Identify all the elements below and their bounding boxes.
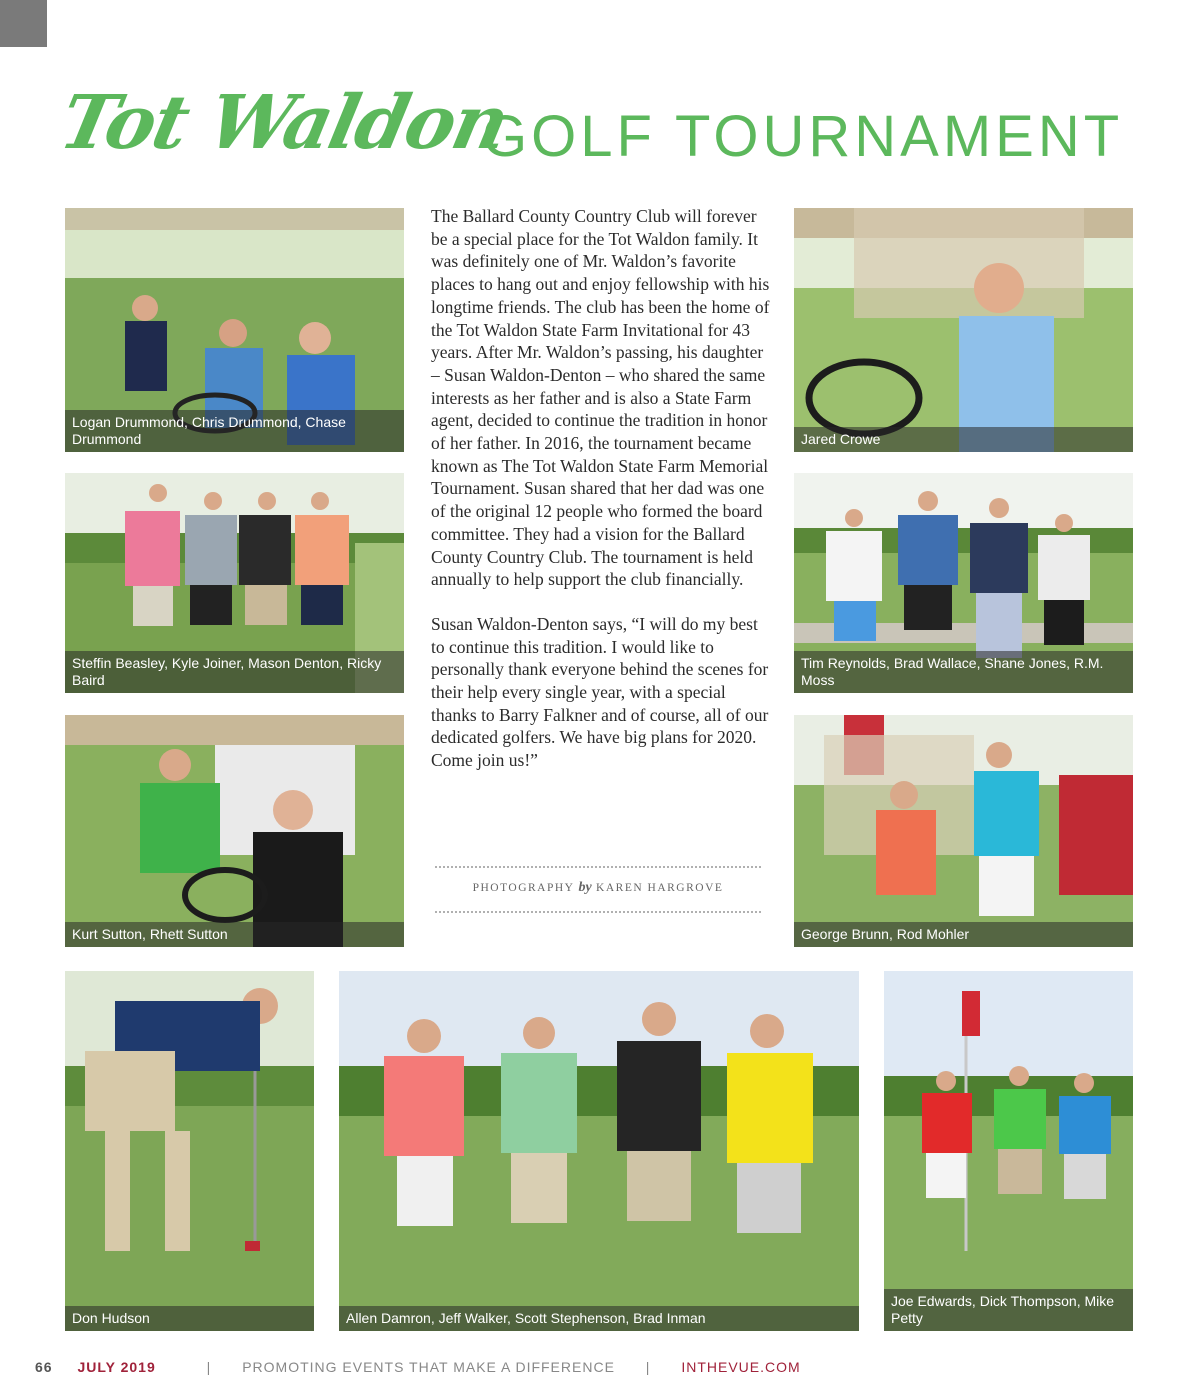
photo-caption: Don Hudson [65,1306,314,1331]
photo-brunn-mohler [794,715,1133,947]
credit-prefix: PHOTOGRAPHY [472,882,575,894]
photo-damron-group [339,971,859,1331]
page-number: 66 [35,1359,53,1375]
photo-drummonds [65,208,404,452]
photo-edwards-group [884,971,1133,1331]
issue-month: JULY 2019 [77,1359,156,1375]
photo-brunn-mohler-image [794,715,1133,947]
corner-page-tab [0,0,47,47]
photo-caption: Allen Damron, Jeff Walker, Scott Stephenson, Brad Inman [339,1306,859,1331]
photo-caption: Logan Drummond, Chris Drummond, Chase Drummond [65,410,404,452]
photo-sutton [65,715,404,947]
credit-name: KAREN HARGROVE [596,882,724,894]
page-footer [35,1359,801,1375]
photo-don-hudson-image [65,971,314,1331]
photo-caption: Steffin Beasley, Kyle Joiner, Mason Denton, Ricky Baird [65,651,404,693]
footer-tagline: PROMOTING EVENTS THAT MAKE A DIFFERENCE [242,1359,615,1375]
footer-separator: | [206,1359,212,1375]
title-caps: GOLF TOURNAMENT [482,104,1124,169]
photo-edwards-group-image [884,971,1133,1331]
article-body [431,205,771,794]
article-paragraph: The Ballard County Country Club will forever be a special place for the Tot Waldon family. It was definitely one of Mr. Waldon’s favorite places to hang out and enjoy fellowship with his longtime friends. The club has been the home of the Tot Waldon State Farm Invitational for 43 years. After Mr. Waldon’s passing, his daughter – Susan Waldon-Denton – who shared the same interests as her father and is also a State Farm agent, decided to continue the tradition in honor of her father. In 2016, the tournament became known as The Tot Waldon State Farm Memorial Tournament. Susan shared that her dad was one of the original 12 people who formed the board committee. They had a vision for the Ballard County Country Club. The tournament is held annually to help support the club financially. [431,206,770,590]
photo-caption: George Brunn, Rod Mohler [794,922,1133,947]
photo-reynolds-group [794,473,1133,693]
credit-by: by [578,880,592,895]
photo-jared-crowe-image [794,208,1133,452]
photo-caption: Tim Reynolds, Brad Wallace, Shane Jones, R.M. Moss [794,651,1133,693]
photo-credit [435,880,761,896]
footer-separator: | [645,1359,651,1375]
title-script: Tot Waldon [52,80,515,166]
dotted-divider-bottom [435,911,761,913]
dotted-divider-top [435,866,761,868]
footer-website-link[interactable]: INTHEVUE.COM [681,1359,801,1375]
photo-caption: Jared Crowe [794,427,1133,452]
photo-damron-group-image [339,971,859,1331]
photo-don-hudson [65,971,314,1331]
photo-jared-crowe [794,208,1133,452]
photo-beasley-group [65,473,404,693]
photo-sutton-image [65,715,404,947]
photo-caption: Kurt Sutton, Rhett Sutton [65,922,404,947]
article-paragraph: Susan Waldon-Denton says, “I will do my best to continue this tradition. I would like to personally thank everyone behind the scenes for their help every single year, with a special thanks to Barry Falkner and of course, all of our dedicated golfers. We have big plans for 2020. Come join us!” [431,613,769,771]
photo-caption: Joe Edwards, Dick Thompson, Mike Petty [884,1289,1133,1331]
